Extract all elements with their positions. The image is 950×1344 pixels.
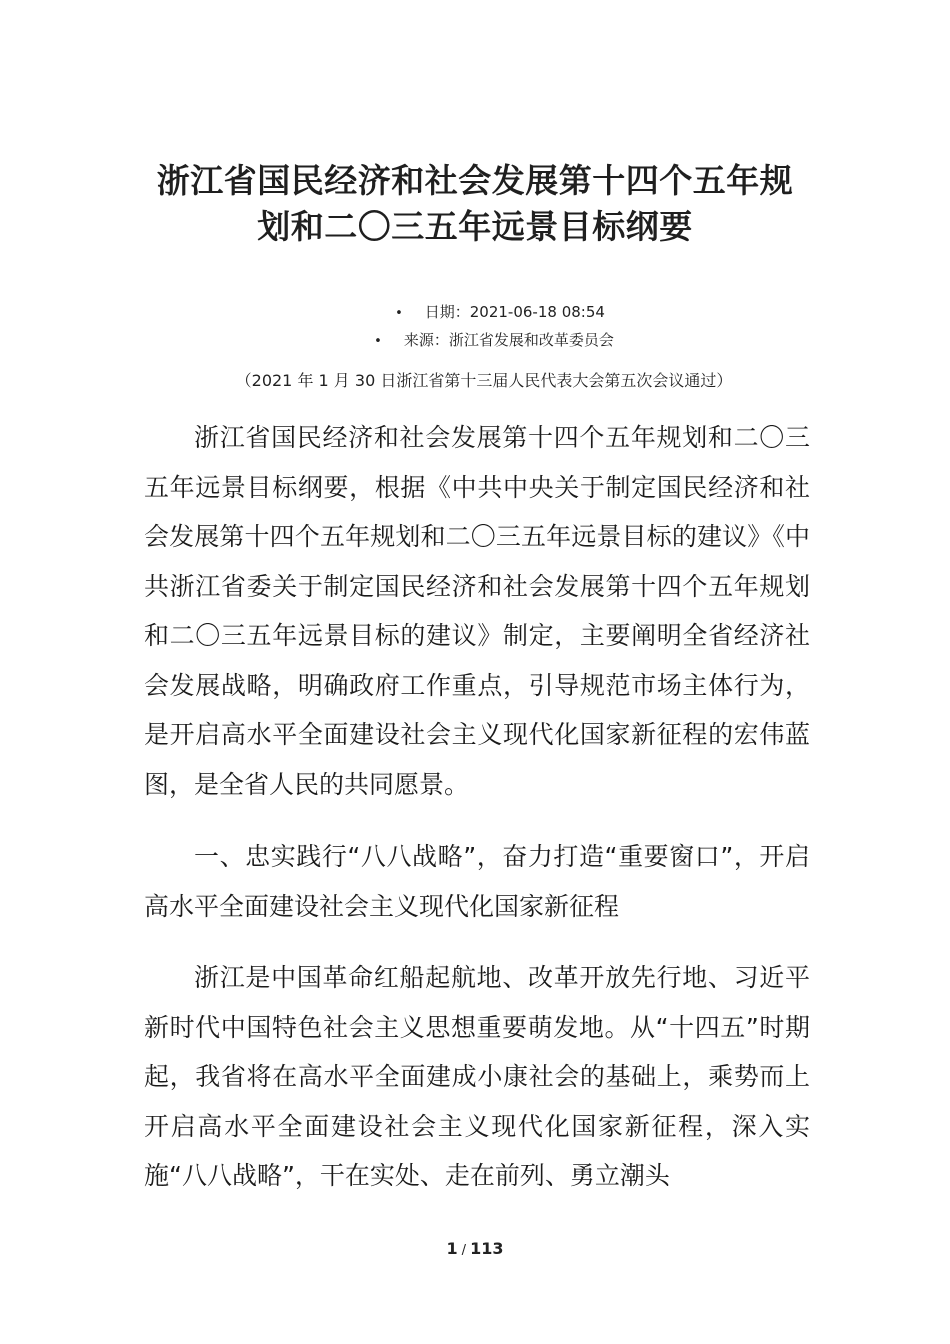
title-line-1: 浙江省国民经济和社会发展第十四个五年规	[156, 161, 794, 200]
page-separator: /	[461, 1243, 467, 1258]
document-title	[120, 158, 830, 250]
paragraph-body: 浙江是中国革命红船起航地、改革开放先行地、习近平新时代中国特色社会主义思想重要萌发地。从“十四五”时期起，我省将在高水平全面建成小康社会的基础上，乘势而上开启高水平全面建设社会主义现代化国家新征程，深入实施“八八战略”，干在实处、走在前列、勇立潮头	[144, 963, 810, 1190]
adoption-note: （2021 年 1 月 30 日浙江省第十三届人民代表大会第五次会议通过）	[235, 371, 733, 390]
page-total: 113	[470, 1239, 504, 1258]
paragraph-intro: 浙江省国民经济和社会发展第十四个五年规划和二〇三五年远景目标纲要，根据《中共中央关于制定国民经济和社会发展第十四个五年规划和二〇三五年远景目标的建议》《中共浙江省委关于制定国民经济和社会发展第十四个五年规划和二〇三五年远景目标的建议》制定，主要阐明全省经济社会发展战略，明确政府工作重点，引导规范市场主体行为，是开启高水平全面建设社会主义现代化国家新征程的宏伟蓝图，是全省人民的共同愿景。	[144, 423, 810, 799]
section-heading-1: 一、忠实践行“八八战略”，奋力打造“重要窗口”，开启高水平全面建设社会主义现代化国家新征程	[144, 842, 810, 921]
title-line-2: 划和二〇三五年远景目标纲要	[257, 207, 693, 246]
bullet-icon: •	[374, 334, 382, 349]
document-meta	[0, 299, 950, 355]
page-current: 1	[446, 1239, 458, 1258]
publish-source: 来源：浙江省发展和改革委员会	[403, 331, 614, 349]
meta-date-row	[0, 299, 950, 327]
bullet-icon: •	[395, 306, 403, 321]
meta-source-row	[0, 327, 950, 355]
publish-date: 日期：2021-06-18 08:54	[424, 303, 605, 321]
page-number	[0, 1239, 950, 1258]
